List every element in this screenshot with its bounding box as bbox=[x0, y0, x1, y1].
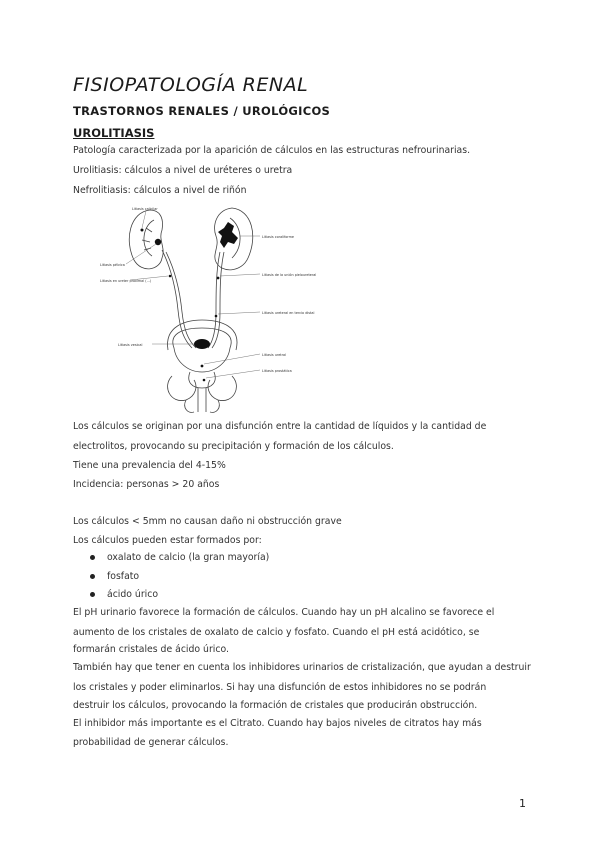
intro-line: Nefrolitiasis: cálculos a nivel de riñón bbox=[73, 185, 247, 196]
bladder-stone bbox=[194, 339, 210, 349]
coraliform-stone bbox=[218, 222, 238, 248]
left-kidney-calyx bbox=[144, 220, 154, 256]
body-line: Incidencia: personas > 20 años bbox=[73, 479, 220, 490]
prostatic-stone bbox=[203, 379, 206, 382]
urethral-stone bbox=[201, 365, 204, 368]
urethra bbox=[198, 388, 206, 412]
bullet-icon bbox=[90, 574, 95, 579]
list-item-text: fosfato bbox=[107, 571, 140, 582]
prostate bbox=[189, 372, 216, 388]
body-line: Los cálculos se originan por una disfunción entre la cantidad de líquidos y la cantidad de bbox=[73, 421, 487, 432]
paragraph-line: destruir los cálculos, provocando la formación de cristales que producirán obstrucción. bbox=[73, 700, 478, 711]
figure-label-union: Litiasis de la unión pieloureteral bbox=[262, 273, 317, 277]
paragraph-line: aumento de los cristales de oxalato de calcio y fosfato. Cuando el pH está acidótico, se bbox=[73, 627, 480, 638]
figure-label-coraliforme: Litiasis coraliforme bbox=[262, 235, 295, 239]
paragraph-line: probabilidad de generar cálculos. bbox=[73, 737, 229, 748]
page-subtitle: TRASTORNOS RENALES / UROLÓGICOS bbox=[73, 104, 331, 118]
paragraph-line: El pH urinario favorece la formación de cálculos. Cuando hay un pH alcalino se favorece el bbox=[73, 607, 495, 618]
figure-label-pelvica: Litiasis pélvica bbox=[100, 263, 125, 267]
list-item-text: ácido úrico bbox=[107, 589, 159, 600]
list-item bbox=[90, 552, 269, 564]
left-pelvis-structure bbox=[168, 376, 196, 401]
bullet-icon bbox=[90, 555, 95, 560]
intro-line: Urolitiasis: cálculos a nivel de uréteres o uretra bbox=[73, 165, 293, 176]
pelvis-detail bbox=[185, 400, 220, 412]
right-pelvis-structure bbox=[208, 376, 236, 401]
left-kidney-calyces bbox=[142, 228, 152, 250]
distal-ureter-stone bbox=[215, 315, 218, 318]
figure-label-vesical: Litiasis vesical bbox=[118, 343, 143, 347]
page-title: FISIOPATOLOGÍA RENAL bbox=[73, 74, 309, 96]
body-line: electrolitos, provocando su precipitación y formación de los cálculos. bbox=[73, 441, 394, 452]
figure-label-ureter-proximal: Litiasis en ureter proximal (...) bbox=[100, 279, 152, 283]
paragraph-line: los cristales y poder eliminarlos. Si hay una disfunción de estos inhibidores no se podrán bbox=[73, 682, 487, 693]
list-item bbox=[90, 589, 158, 601]
figure-label-prostatica: Litiasis prostática bbox=[262, 369, 292, 373]
calyceal-stone bbox=[141, 229, 144, 232]
intro-line: Patología caracterizada por la aparición de cálculos en las estructuras nefrourinarias. bbox=[73, 145, 471, 156]
list-item bbox=[90, 571, 139, 583]
body-line: Los cálculos < 5mm no causan daño ni obstrucción grave bbox=[73, 516, 342, 527]
figure-label-uretral: Litiasis uretral bbox=[262, 353, 287, 357]
paragraph-line: El inhibidor más importante es el Citrato. Cuando hay bajos niveles de citratos hay más bbox=[73, 718, 482, 729]
body-line: Los cálculos pueden estar formados por: bbox=[73, 535, 262, 546]
figure-label-calices: Litiasis calicilar bbox=[132, 207, 158, 211]
proximal-ureter-stone bbox=[169, 275, 172, 278]
junction-stone bbox=[217, 277, 220, 280]
body-line: Tiene una prevalencia del 4-15% bbox=[73, 460, 226, 471]
paragraph-line: formarán cristales de ácido úrico. bbox=[73, 644, 229, 655]
figure-label-ureter-distal: Litiasis ureteral en tercio distal bbox=[262, 311, 315, 315]
urinary-tract-figure bbox=[100, 200, 322, 415]
bullet-icon bbox=[90, 592, 95, 597]
section-heading: UROLITIASIS bbox=[73, 126, 155, 140]
page-number: 1 bbox=[519, 797, 526, 810]
paragraph-line: También hay que tener en cuenta los inhibidores urinarios de cristalización, que ayudan a destruir bbox=[73, 662, 531, 673]
list-item-text: oxalato de calcio (la gran mayoría) bbox=[107, 552, 270, 563]
